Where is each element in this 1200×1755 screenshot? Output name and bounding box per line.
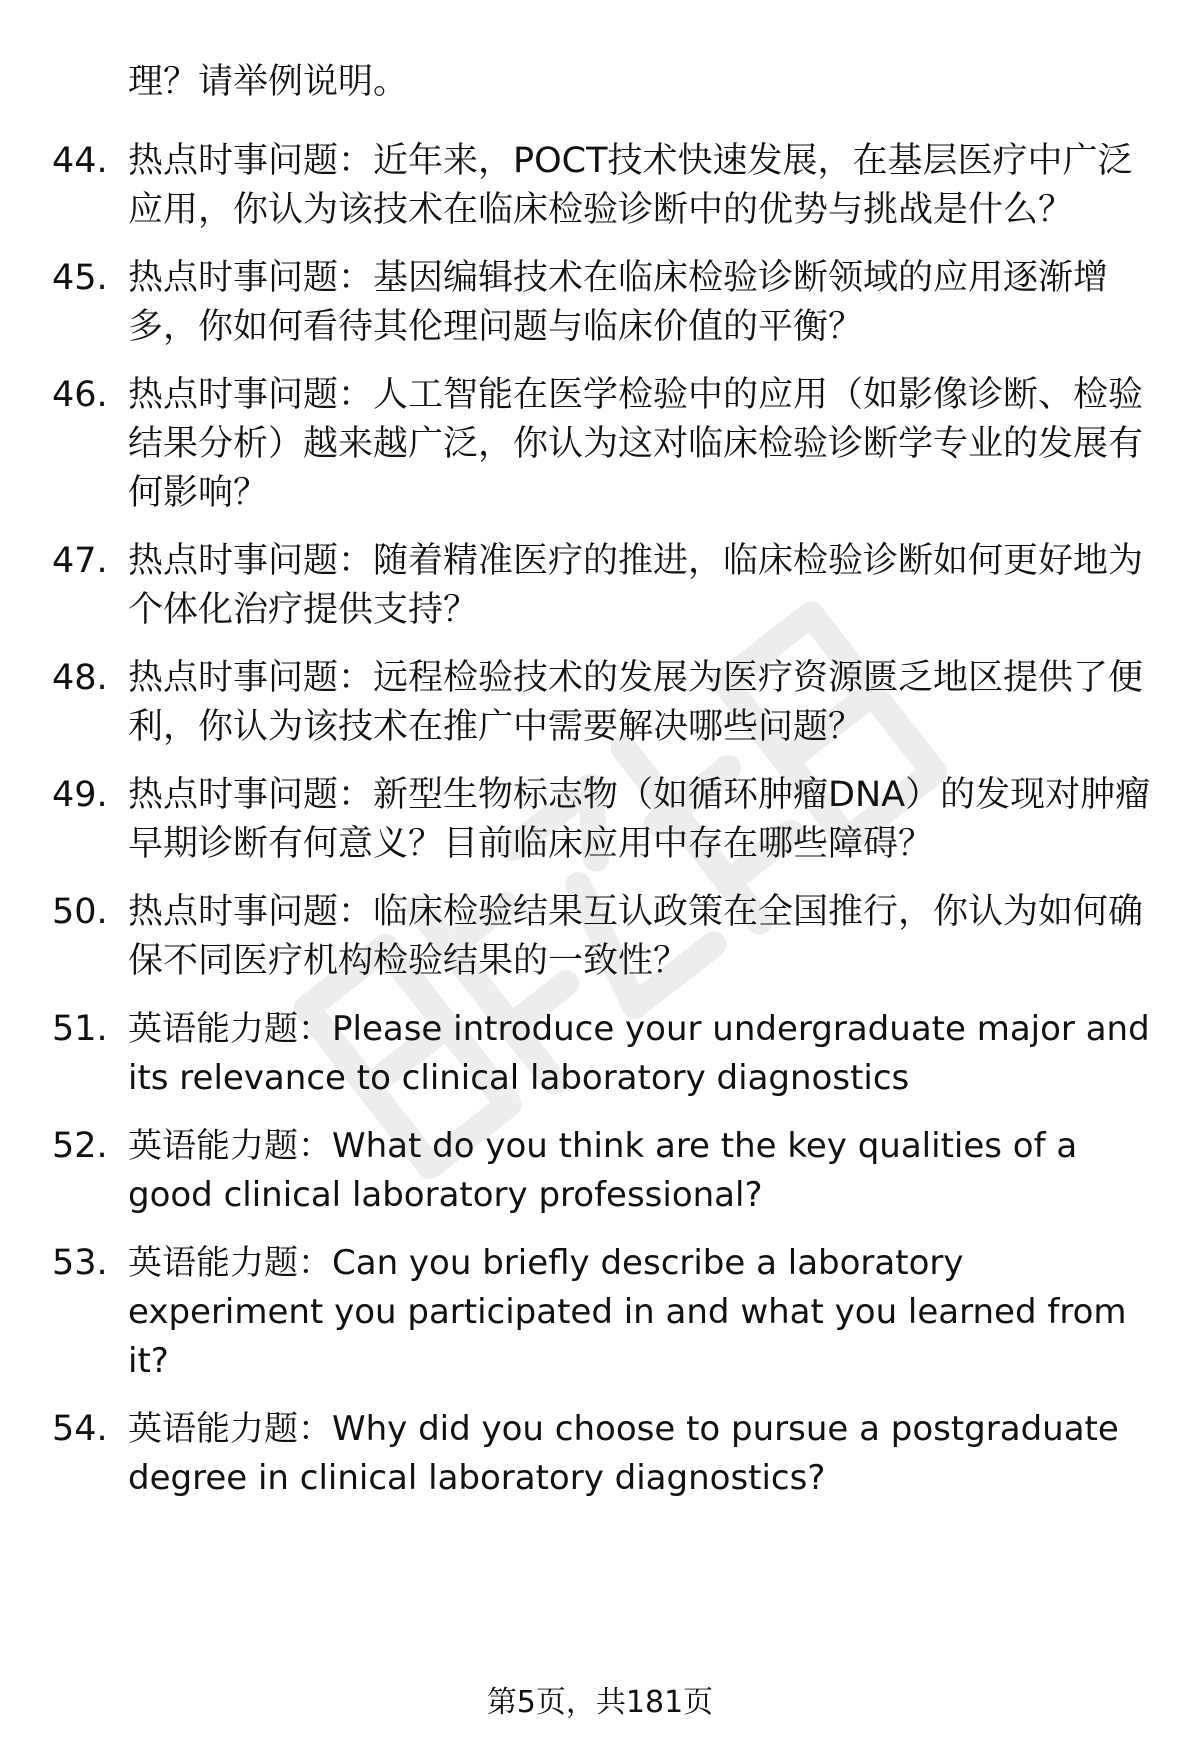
list-item (0, 654, 1200, 752)
question-text: 热点时事问题：新型生物标志物（如循环肿瘤DNA）的发现对肿瘤早期诊断有何意义？目前临床应用中存在哪些障碍？ (128, 775, 1151, 864)
question-number: 54. (52, 1409, 108, 1449)
question-number: 52. (52, 1126, 108, 1166)
question-number: 53. (52, 1243, 108, 1283)
question-number: 49. (52, 775, 108, 815)
list-item (0, 1122, 1200, 1220)
question-text: 热点时事问题：人工智能在医学检验中的应用（如影像诊断、检验结果分析）越来越广泛，你认为这对临床检验诊断学专业的发展有何影响？ (128, 375, 1144, 513)
question-number: 44. (52, 141, 108, 181)
question-text: 热点时事问题：临床检验结果互认政策在全国推行，你认为如何确保不同医疗机构检验结果的一致性？ (128, 892, 1144, 981)
list-item (0, 1239, 1200, 1386)
list-item (0, 1405, 1200, 1503)
question-text: 英语能力题：Please introduce your undergraduate major and its relevance to clinical laboratory diagnostics (128, 1009, 1150, 1098)
question-number: 50. (52, 892, 108, 932)
list-item (0, 771, 1200, 869)
question-text: 热点时事问题：随着精准医疗的推进，临床检验诊断如何更好地为个体化治疗提供支持？ (128, 541, 1144, 630)
list-item (0, 254, 1200, 352)
question-number: 47. (52, 541, 108, 581)
continuation-text: 理？请举例说明。 (128, 62, 409, 102)
list-item (0, 537, 1200, 635)
page-number-footer: 第5页，共181页 (486, 1685, 714, 1720)
list-item (0, 137, 1200, 235)
list-item (0, 888, 1200, 986)
question-list (0, 137, 1200, 1522)
question-text: 热点时事问题：近年来，POCT技术快速发展，在基层医疗中广泛应用，你认为该技术在临床检验诊断中的优势与挑战是什么？ (128, 141, 1133, 230)
question-number: 46. (52, 375, 108, 415)
question-text: 热点时事问题：远程检验技术的发展为医疗资源匮乏地区提供了便利，你认为该技术在推广中需要解决哪些问题？ (128, 658, 1144, 747)
question-number: 48. (52, 658, 108, 698)
list-item (0, 1005, 1200, 1103)
question-text: 英语能力题：Can you briefly describe a laboratory experiment you participated in and what you learned from it? (128, 1243, 1127, 1381)
question-number: 51. (52, 1009, 108, 1049)
question-number: 45. (52, 258, 108, 298)
list-item (0, 371, 1200, 518)
question-text: 英语能力题：Why did you choose to pursue a postgraduate degree in clinical laboratory diagnostics? (128, 1409, 1119, 1498)
question-text: 热点时事问题：基因编辑技术在临床检验诊断领域的应用逐渐增多，你如何看待其伦理问题与临床价值的平衡？ (128, 258, 1109, 347)
question-text: 英语能力题：What do you think are the key qualities of a good clinical laboratory professional? (128, 1126, 1078, 1215)
